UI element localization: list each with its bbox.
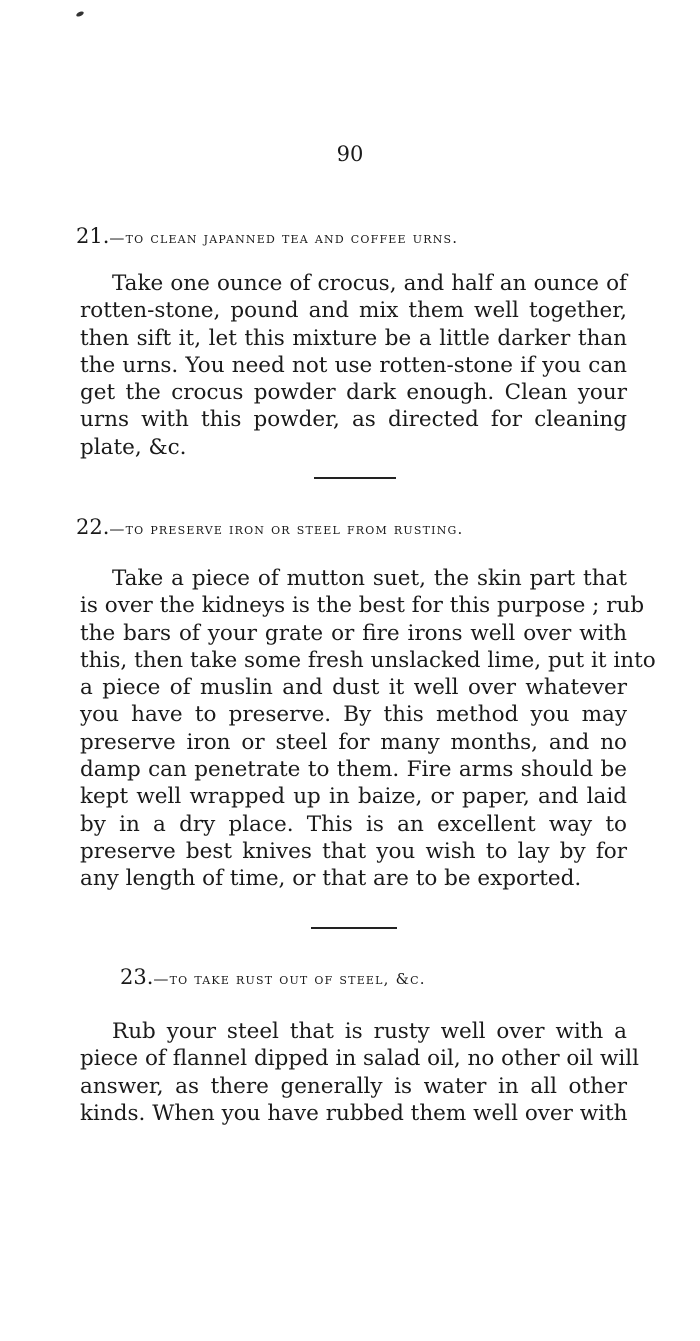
text-line: Take a piece of mutton suet, the skin part that bbox=[112, 566, 627, 591]
text-line: you have to preserve. By this method you may bbox=[80, 702, 627, 728]
text-line: then sift it, let this mixture be a little darker than bbox=[80, 325, 627, 351]
section-heading bbox=[120, 965, 680, 989]
section-heading bbox=[76, 515, 636, 539]
section-heading bbox=[76, 224, 636, 248]
text-line: kinds. When you have rubbed them well over with bbox=[80, 1100, 628, 1126]
text-line: preserve iron or steel for many months, and no bbox=[80, 729, 627, 755]
section-number: 22. bbox=[76, 515, 110, 539]
text-line: Rub your steel that is rusty well over with a bbox=[112, 1019, 627, 1044]
text-line: preserve best knives that you wish to lay by for bbox=[80, 838, 627, 864]
section-paragraph bbox=[80, 270, 627, 461]
section-title: to preserve iron or steel from rusting. bbox=[125, 520, 464, 538]
text-line: get the crocus powder dark enough. Clean your bbox=[80, 380, 627, 406]
text-line: Take one ounce of crocus, and half an ounce of bbox=[112, 271, 627, 296]
section-divider bbox=[311, 927, 397, 929]
text-line: rotten-stone, pound and mix them well together, bbox=[80, 298, 627, 324]
heading-dash: — bbox=[109, 520, 126, 538]
text-line: plate, &c. bbox=[80, 434, 187, 460]
text-line: urns with this powder, as directed for cleaning bbox=[80, 407, 627, 433]
section-paragraph bbox=[80, 565, 656, 893]
section-number: 21. bbox=[76, 224, 110, 248]
section-number: 23. bbox=[120, 965, 154, 989]
text-line: kept well wrapped up in baize, or paper, and laid bbox=[80, 784, 627, 810]
heading-dash: — bbox=[109, 229, 126, 247]
section-paragraph bbox=[80, 1018, 639, 1127]
text-line: by in a dry place. This is an excellent way to bbox=[80, 811, 627, 837]
ink-speck bbox=[76, 10, 85, 17]
text-line: damp can penetrate to them. Fire arms should be bbox=[80, 757, 627, 783]
text-line: is over the kidneys is the best for this purpose ; rub bbox=[80, 593, 645, 619]
text-line: any length of time, or that are to be exported. bbox=[80, 866, 582, 892]
text-line: a piece of muslin and dust it well over whatever bbox=[80, 675, 627, 701]
text-line: answer, as there generally is water in all other bbox=[80, 1073, 627, 1099]
section-title: to clean japanned tea and coffee urns. bbox=[125, 229, 459, 247]
section-title: to take rust out of steel, &c. bbox=[169, 970, 426, 988]
text-line: this, then take some fresh unslacked lime, put it into bbox=[80, 647, 656, 673]
text-line: piece of flannel dipped in salad oil, no other oil will bbox=[80, 1046, 639, 1072]
section-divider bbox=[314, 477, 396, 479]
heading-dash: — bbox=[153, 970, 170, 988]
page-number: 90 bbox=[336, 142, 364, 166]
text-line: the urns. You need not use rotten-stone if you can bbox=[80, 352, 627, 378]
text-line: the bars of your grate or fire irons well over with bbox=[80, 620, 627, 646]
